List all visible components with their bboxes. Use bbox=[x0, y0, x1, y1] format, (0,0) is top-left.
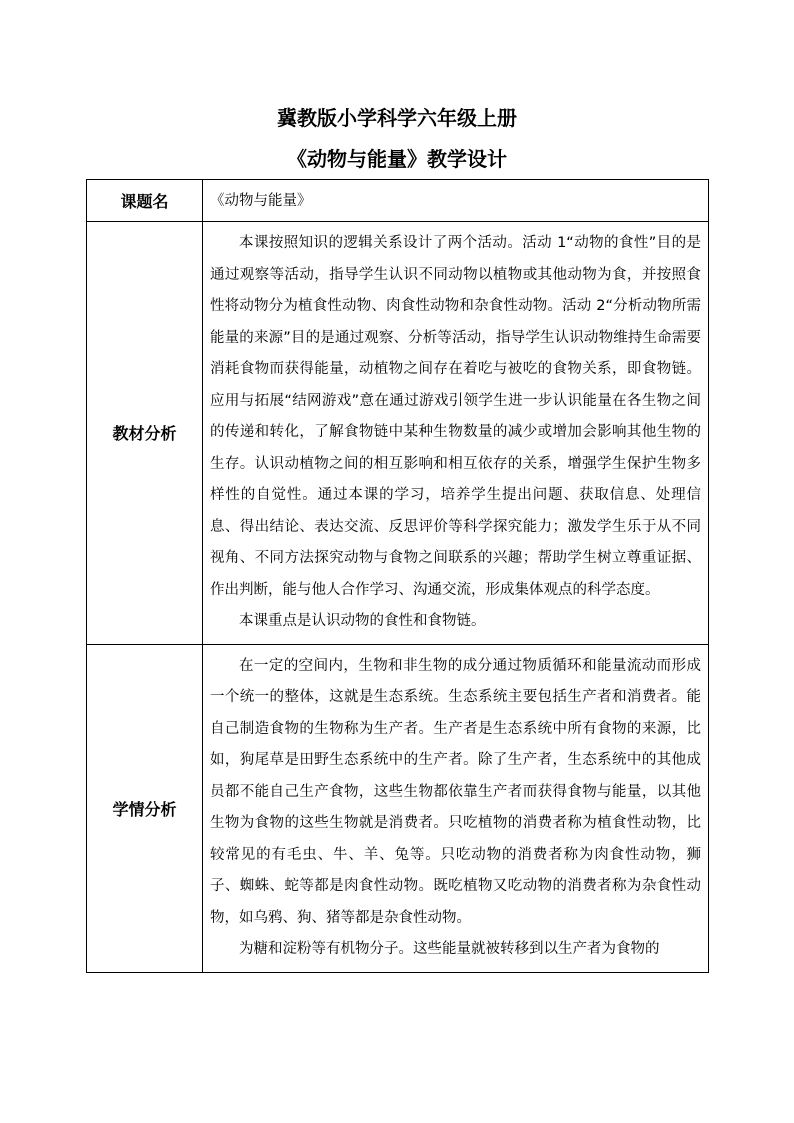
row-label-topic: 课题名 bbox=[87, 180, 203, 222]
row-content-topic bbox=[203, 180, 709, 222]
textbook-analysis-key-point: 本课重点是认识动物的食性和食物链。 bbox=[239, 613, 486, 629]
row-label-learner-analysis: 学情分析 bbox=[87, 644, 203, 972]
table-row-learner-analysis bbox=[87, 644, 709, 972]
row-label-textbook-analysis: 教材分析 bbox=[87, 222, 203, 645]
textbook-analysis-paragraph: 本课按照知识的逻辑关系设计了两个活动。活动 1“动物的食性”目的是通过观察等活动，指导学生认识不同动物以植物或其他动物为食，并按照食性将动物分为植食性动物、肉食性动物和杂食性动物。活动 2“分析动物所需能量的来源”目的是通过观察、分析等活动，指导学生认识动物维持生命需要消耗食物而获得能量，动植物之间存在着吃与被吃的食物关系，即食物链。应用与拓展“结网游戏”意在通过游戏引领学生进一步认识能量在各生物之间的传递和转化，了解食物链中某种生物数量的减少或增加会影响其他生物的生存。认识动植物之间的相互影响和相互依存的关系，增强学生保护生物多样性的自觉性。通过本课的学习，培养学生提出问题、获取信息、处理信息、得出结论、表达交流、反思评价等科学探究能力；激发学生乐于从不同视角、不同方法探究动物与食物之间联系的兴趣；帮助学生树立尊重证据、作出判断，能与他人合作学习、沟通交流，形成集体观点的科学态度。 bbox=[210, 235, 701, 598]
table-row-topic bbox=[87, 180, 709, 222]
row-content-learner-analysis bbox=[203, 644, 709, 972]
lesson-design-table bbox=[86, 179, 709, 973]
learner-analysis-paragraph: 在一定的空间内，生物和非生物的成分通过物质循环和能量流动而形成一个统一的整体，这就是生态系统。生态系统主要包括生产者和消费者。能自己制造食物的生物称为生产者。生产者是生态系统中所有食物的来源，比如，狗尾草是田野生态系统中的生产者。除了生产者，生态系统中的其他成员都不能自己生产食物，这些生物都依靠生产者而获得食物与能量，以其他生物为食物的这些生物就是消费者。只吃植物的消费者称为植食性动物，比较常见的有毛虫、牛、羊、兔等。只吃动物的消费者称为肉食性动物，狮子、蜘蛛、蛇等都是肉食性动物。既吃植物又吃动物的消费者称为杂食性动物，如乌鸦、狗、猪等都是杂食性动物。 bbox=[210, 657, 701, 926]
topic-name-text: 《动物与能量》 bbox=[210, 192, 312, 209]
document-subtitle: 《动物与能量》教学设计 bbox=[287, 147, 507, 171]
learner-analysis-continued: 为糖和淀粉等有机物分子。这些能量就被转移到以生产者为食物的 bbox=[239, 941, 660, 957]
table-row-textbook-analysis bbox=[87, 222, 709, 645]
document-title: 冀教版小学科学六年级上册 bbox=[277, 106, 517, 130]
row-content-textbook-analysis bbox=[203, 222, 709, 645]
